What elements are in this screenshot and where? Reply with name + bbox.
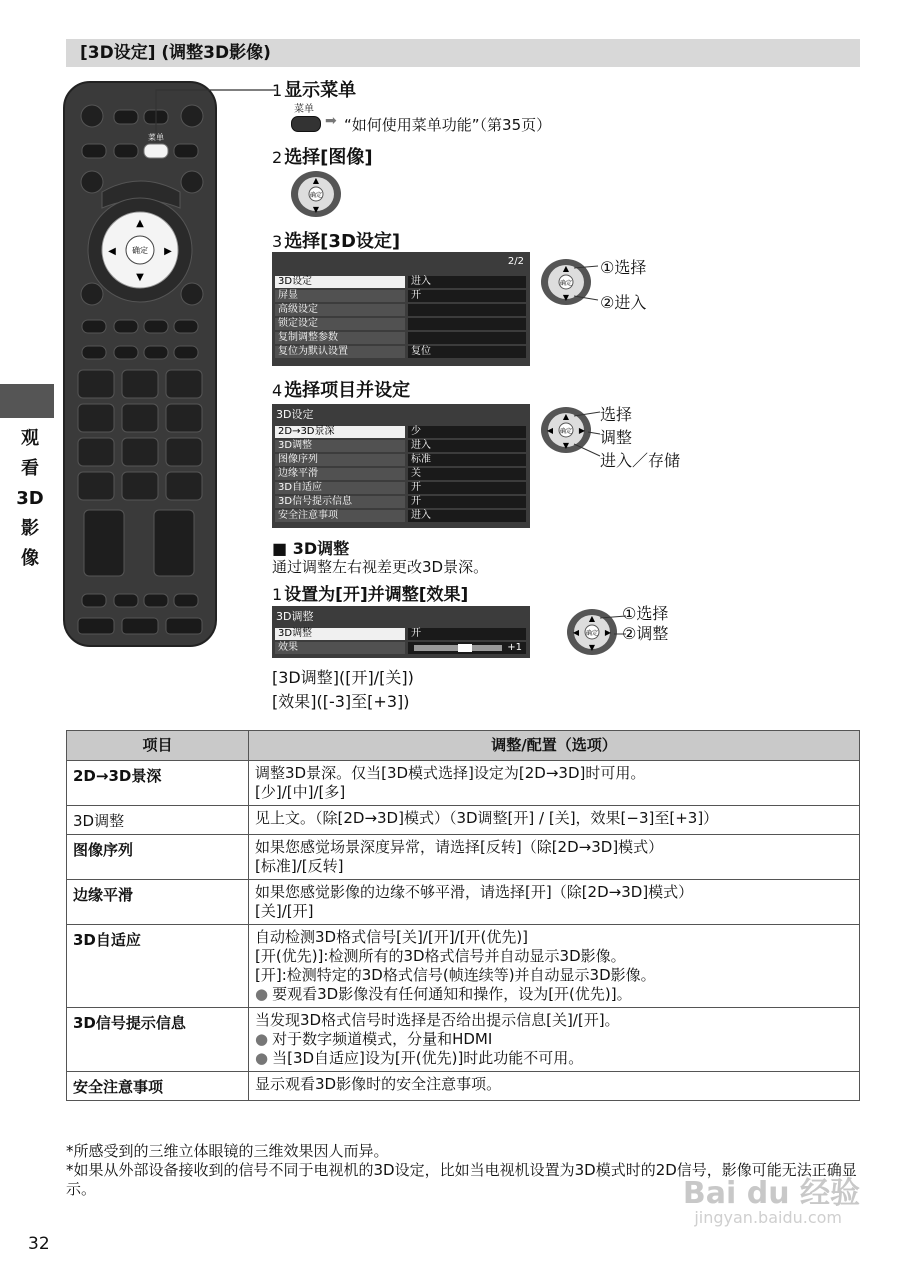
table-header-options: 调整/配置（选项） (249, 731, 860, 761)
table-row (67, 1072, 860, 1101)
svg-text:确定: 确定 (309, 192, 323, 199)
svg-text:确定: 确定 (559, 280, 573, 287)
table-row (67, 1008, 860, 1072)
step-3-title: 3 选择[3D设定] (272, 231, 401, 252)
menu-key-icon (291, 116, 321, 132)
hint-select: ①选择 (600, 258, 647, 277)
step-4-title: 4 选择项目并设定 (272, 380, 411, 401)
table-item: 2D→3D景深 (67, 761, 249, 806)
table-item: 3D调整 (67, 806, 249, 835)
step-4-hints (600, 403, 680, 472)
table-item: 边缘平滑 (67, 880, 249, 925)
table-row (67, 806, 860, 835)
table-header-row (67, 731, 860, 761)
table-detail: 如果您感觉场景深度异常，请选择[反转]（除[2D→3D]模式） [标准]/[反转] (249, 835, 860, 880)
table-item: 3D自适应 (67, 925, 249, 1008)
step-1-title: 1 显示菜单 (272, 80, 357, 101)
arrow-right-icon: ➡ (325, 113, 337, 129)
table-detail: 当发现3D格式信号时选择是否给出提示信息[关]/[开]。 ● 对于数字频道模式，分量和HDMI ● 当[3D自适应]设为[开(优先)]时此功能不可用。 (249, 1008, 860, 1072)
effect-slider-track[interactable] (414, 645, 502, 651)
svg-text:▲: ▲ (562, 264, 570, 273)
table-detail: 见上文。（除[2D→3D]模式）（3D调整[开] / [关]，效果[−3]至[+3]） (249, 806, 860, 835)
table-item: 安全注意事项 (67, 1072, 249, 1101)
svg-text:菜单: 菜单 (148, 133, 164, 142)
side-tab-marker (0, 384, 54, 418)
footnote: *如果从外部设备接收到的信号不同于电视机的3D设定，比如当电视机设置为3D模式时的2D信号，影像可能无法正确显示。 (66, 1161, 857, 1198)
svg-text:▲: ▲ (136, 218, 144, 229)
svg-text:▼: ▼ (562, 293, 570, 302)
adjust-option-line: [3D调整]([开]/[关]) (272, 668, 414, 687)
footnote: *所感受到的三维立体眼镜的三维效果因人而异。 (66, 1142, 389, 1160)
effect-option-line: [效果]([-3]至[+3]) (272, 692, 410, 711)
menu-key-caption: 菜单 (294, 104, 314, 115)
hint-adjust: 调整 (600, 428, 633, 447)
svg-text:▼: ▼ (312, 205, 320, 214)
menu-page-indicator: 2/2 (507, 256, 524, 267)
step-1-text: “如何使用菜单功能”（第35页） (344, 116, 552, 134)
svg-text:确定: 确定 (559, 428, 573, 435)
step-2-title: 2 选择[图像] (272, 147, 373, 168)
table-header-item: 项目 (67, 731, 249, 761)
adjust-hints (622, 604, 668, 644)
settings-table (66, 730, 860, 1101)
callout-line (150, 80, 280, 150)
hint-enter: ②进入 (600, 293, 647, 312)
adjust-step-title: 1 设置为[开]并调整[效果] (272, 585, 469, 605)
side-tab-label: 观看3D影像 (16, 428, 44, 569)
table-detail: 调整3D景深。仅当[3D模式选择]设定为[2D→3D]时可用。 [少]/[中]/[多] (249, 761, 860, 806)
svg-text:▶: ▶ (164, 246, 172, 257)
svg-text:◀: ◀ (108, 246, 116, 257)
menu-title: 3D设定 (276, 408, 314, 421)
effect-value: +1 (507, 642, 522, 653)
hint-select: ①选择 (622, 604, 669, 623)
svg-text:▶: ▶ (604, 628, 612, 637)
svg-text:▼: ▼ (562, 441, 570, 450)
svg-text:▶: ▶ (578, 426, 586, 435)
table-item: 图像序列 (67, 835, 249, 880)
section-title: [3D设定] (调整3D影像) (66, 39, 860, 67)
remote-control-illustration (62, 80, 218, 648)
bullet-icon: ● (255, 1049, 269, 1067)
adjust-description: 通过调整左右视差更改3D景深。 (272, 558, 489, 576)
dpad-updown-icon (290, 170, 342, 218)
bullet-icon: ● (255, 985, 269, 1003)
svg-text:确定: 确定 (132, 246, 148, 255)
table-row (67, 761, 860, 806)
table-row (67, 925, 860, 1008)
tv-menu-3d-adjust: 3D调整 3D调整 开 效果 +1 (272, 606, 530, 658)
hint-adjust: ②调整 (622, 624, 669, 643)
table-item: 3D信号提示信息 (67, 1008, 249, 1072)
adjust-options (272, 666, 414, 714)
page-number: 32 (28, 1234, 50, 1254)
svg-text:确定: 确定 (585, 630, 599, 637)
svg-text:◀: ◀ (572, 628, 580, 637)
baidu-watermark: Bai du 经验 (682, 1176, 860, 1211)
tv-menu-3d-settings-entry: 2/2 3D设定 进入 屏显 开 高级设定 锁定设定 复制调整参数 复位为默认设置 复位 (272, 252, 530, 366)
table-detail: 如果您感觉影像的边缘不够平滑，请选择[开]（除[2D→3D]模式） [关]/[开] (249, 880, 860, 925)
table-detail: 显示观看3D影像时的安全注意事项。 (249, 1072, 860, 1101)
svg-text:▼: ▼ (136, 272, 144, 283)
hint-enter-store: 进入／存储 (600, 451, 681, 470)
menu-title: 3D调整 (276, 610, 314, 623)
svg-text:▲: ▲ (312, 176, 320, 185)
bullet-icon: ● (255, 1030, 269, 1048)
table-row (67, 835, 860, 880)
adjust-heading: ■ 3D调整 (272, 539, 350, 558)
svg-text:▼: ▼ (588, 643, 596, 652)
tv-menu-3d-settings: 3D设定 2D→3D景深 少 3D调整 进入 图像序列 标准 边缘平滑 关 3D自适应 开 3D信号提示信息 开 安全注意事项 进入 (272, 404, 530, 528)
svg-text:▲: ▲ (562, 412, 570, 421)
baidu-watermark-url: jingyan.baidu.com (694, 1208, 842, 1227)
effect-slider-thumb[interactable] (458, 644, 472, 652)
svg-text:◀: ◀ (546, 426, 554, 435)
hint-select: 选择 (600, 405, 633, 424)
svg-text:▲: ▲ (588, 614, 596, 623)
table-row (67, 880, 860, 925)
table-detail: 自动检测3D格式信号[关]/[开]/[开(优先)] [开(优先)]:检测所有的3D格式信号并自动显示3D影像。 [开]:检测特定的3D格式信号(帧连续等)并自动显示3D影像。 ● 要观看3D影像没有任何通知和操作，设为[开(优先)]。 (249, 925, 860, 1008)
